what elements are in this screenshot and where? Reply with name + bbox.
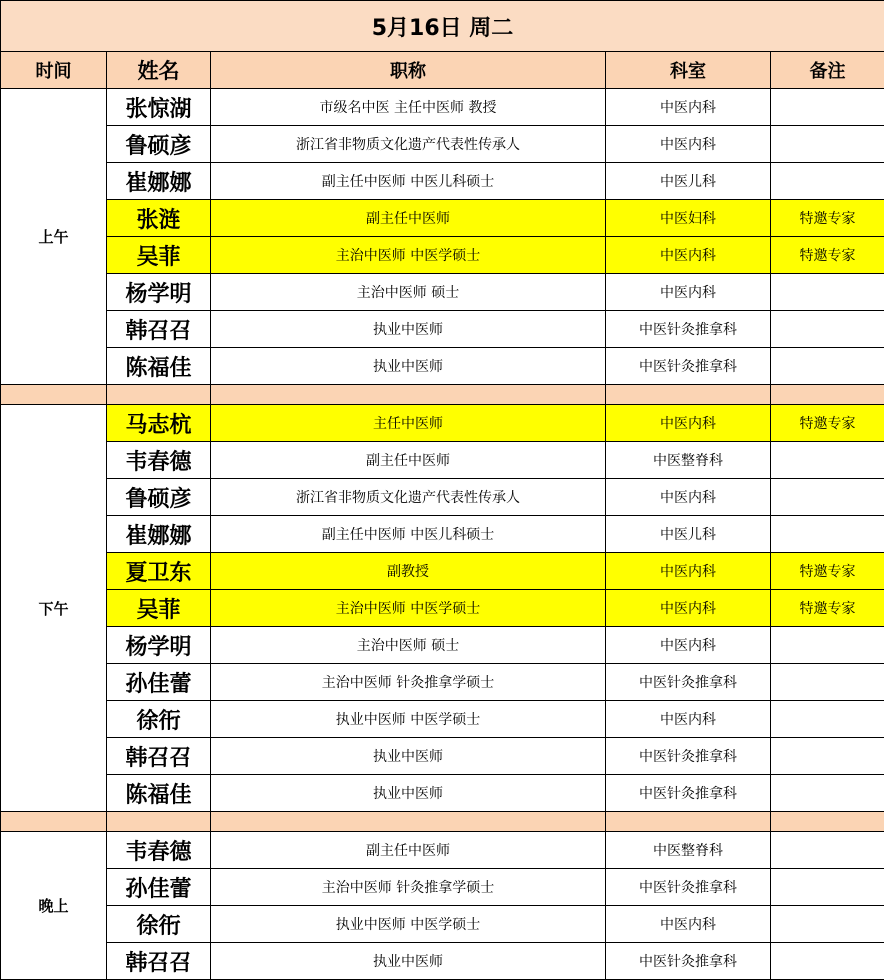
doctor-dept: 中医妇科 xyxy=(606,200,771,237)
table-row xyxy=(1,943,884,980)
header-name: 姓名 xyxy=(107,52,211,89)
doctor-name: 孙佳蕾 xyxy=(107,869,211,906)
doctor-note xyxy=(771,442,884,479)
doctor-note xyxy=(771,89,884,126)
separator-cell xyxy=(211,385,606,405)
doctor-dept: 中医内科 xyxy=(606,590,771,627)
period-separator xyxy=(1,385,884,405)
table-row xyxy=(1,126,884,163)
title-row xyxy=(1,1,884,52)
schedule-body xyxy=(1,1,884,980)
doctor-name: 杨学明 xyxy=(107,274,211,311)
doctor-dept: 中医内科 xyxy=(606,405,771,442)
doctor-note xyxy=(771,832,884,869)
doctor-name: 韩召召 xyxy=(107,311,211,348)
doctor-title: 主治中医师 针灸推拿学硕士 xyxy=(211,664,606,701)
doctor-dept: 中医内科 xyxy=(606,906,771,943)
doctor-dept: 中医内科 xyxy=(606,701,771,738)
table-row xyxy=(1,869,884,906)
doctor-dept: 中医针灸推拿科 xyxy=(606,869,771,906)
doctor-dept: 中医针灸推拿科 xyxy=(606,738,771,775)
doctor-note xyxy=(771,869,884,906)
table-row xyxy=(1,237,884,274)
header-title: 职称 xyxy=(211,52,606,89)
table-row xyxy=(1,590,884,627)
doctor-title: 执业中医师 xyxy=(211,311,606,348)
table-row xyxy=(1,627,884,664)
doctor-dept: 中医内科 xyxy=(606,479,771,516)
doctor-name: 孙佳蕾 xyxy=(107,664,211,701)
doctor-name: 韦春德 xyxy=(107,832,211,869)
doctor-name: 马志杭 xyxy=(107,405,211,442)
doctor-note xyxy=(771,348,884,385)
doctor-name: 杨学明 xyxy=(107,627,211,664)
doctor-dept: 中医儿科 xyxy=(606,163,771,200)
separator-cell xyxy=(771,385,884,405)
doctor-dept: 中医内科 xyxy=(606,553,771,590)
header-row xyxy=(1,52,884,89)
table-row xyxy=(1,701,884,738)
page-title: 5月16日 周二 xyxy=(1,1,884,52)
doctor-name: 韩召召 xyxy=(107,943,211,980)
doctor-note: 特邀专家 xyxy=(771,200,884,237)
table-row xyxy=(1,553,884,590)
table-row xyxy=(1,89,884,126)
doctor-title: 主任中医师 xyxy=(211,405,606,442)
period-label: 上午 xyxy=(1,89,107,385)
separator-cell xyxy=(606,385,771,405)
doctor-title: 副主任中医师 xyxy=(211,442,606,479)
doctor-title: 执业中医师 xyxy=(211,943,606,980)
table-row xyxy=(1,775,884,812)
doctor-note xyxy=(771,274,884,311)
doctor-note xyxy=(771,738,884,775)
doctor-title: 执业中医师 xyxy=(211,738,606,775)
doctor-title: 执业中医师 xyxy=(211,775,606,812)
doctor-title: 副主任中医师 xyxy=(211,832,606,869)
doctor-name: 陈福佳 xyxy=(107,775,211,812)
doctor-title: 执业中医师 中医学硕士 xyxy=(211,906,606,943)
doctor-name: 鲁硕彦 xyxy=(107,479,211,516)
doctor-name: 崔娜娜 xyxy=(107,163,211,200)
table-row xyxy=(1,738,884,775)
table-row xyxy=(1,274,884,311)
doctor-name: 韦春德 xyxy=(107,442,211,479)
doctor-dept: 中医针灸推拿科 xyxy=(606,775,771,812)
period-label: 晚上 xyxy=(1,832,107,980)
doctor-title: 主治中医师 中医学硕士 xyxy=(211,590,606,627)
doctor-name: 吴菲 xyxy=(107,237,211,274)
table-row xyxy=(1,200,884,237)
doctor-note xyxy=(771,126,884,163)
doctor-note xyxy=(771,943,884,980)
doctor-note xyxy=(771,163,884,200)
doctor-title: 副主任中医师 中医儿科硕士 xyxy=(211,163,606,200)
doctor-note xyxy=(771,664,884,701)
table-row xyxy=(1,832,884,869)
doctor-note xyxy=(771,311,884,348)
doctor-dept: 中医内科 xyxy=(606,274,771,311)
doctor-title: 副教授 xyxy=(211,553,606,590)
doctor-name: 崔娜娜 xyxy=(107,516,211,553)
doctor-title: 副主任中医师 中医儿科硕士 xyxy=(211,516,606,553)
header-dept: 科室 xyxy=(606,52,771,89)
header-time: 时间 xyxy=(1,52,107,89)
separator-cell xyxy=(211,812,606,832)
doctor-title: 浙江省非物质文化遗产代表性传承人 xyxy=(211,126,606,163)
doctor-title: 主治中医师 针灸推拿学硕士 xyxy=(211,869,606,906)
doctor-dept: 中医内科 xyxy=(606,89,771,126)
doctor-title: 执业中医师 中医学硕士 xyxy=(211,701,606,738)
doctor-name: 韩召召 xyxy=(107,738,211,775)
separator-cell xyxy=(107,385,211,405)
doctor-name: 夏卫东 xyxy=(107,553,211,590)
table-row xyxy=(1,664,884,701)
table-row xyxy=(1,311,884,348)
separator-cell xyxy=(1,812,107,832)
separator-cell xyxy=(107,812,211,832)
doctor-name: 张涟 xyxy=(107,200,211,237)
doctor-name: 徐衎 xyxy=(107,906,211,943)
doctor-name: 鲁硕彦 xyxy=(107,126,211,163)
doctor-dept: 中医内科 xyxy=(606,126,771,163)
separator-cell xyxy=(771,812,884,832)
doctor-note xyxy=(771,627,884,664)
doctor-note xyxy=(771,906,884,943)
doctor-note xyxy=(771,516,884,553)
doctor-note: 特邀专家 xyxy=(771,405,884,442)
doctor-dept: 中医整脊科 xyxy=(606,442,771,479)
doctor-dept: 中医针灸推拿科 xyxy=(606,348,771,385)
period-label: 下午 xyxy=(1,405,107,812)
table-row xyxy=(1,906,884,943)
doctor-name: 吴菲 xyxy=(107,590,211,627)
doctor-title: 主治中医师 硕士 xyxy=(211,274,606,311)
doctor-note: 特邀专家 xyxy=(771,590,884,627)
table-row xyxy=(1,479,884,516)
doctor-title: 市级名中医 主任中医师 教授 xyxy=(211,89,606,126)
doctor-name: 陈福佳 xyxy=(107,348,211,385)
separator-cell xyxy=(606,812,771,832)
period-separator xyxy=(1,812,884,832)
doctor-dept: 中医针灸推拿科 xyxy=(606,664,771,701)
doctor-note: 特邀专家 xyxy=(771,237,884,274)
table-row xyxy=(1,405,884,442)
doctor-name: 张惊湖 xyxy=(107,89,211,126)
doctor-title: 主治中医师 中医学硕士 xyxy=(211,237,606,274)
separator-cell xyxy=(1,385,107,405)
doctor-dept: 中医针灸推拿科 xyxy=(606,311,771,348)
table-row xyxy=(1,516,884,553)
doctor-note xyxy=(771,701,884,738)
doctor-title: 主治中医师 硕士 xyxy=(211,627,606,664)
doctor-title: 副主任中医师 xyxy=(211,200,606,237)
doctor-dept: 中医内科 xyxy=(606,237,771,274)
table-row xyxy=(1,442,884,479)
doctor-title: 执业中医师 xyxy=(211,348,606,385)
doctor-dept: 中医内科 xyxy=(606,627,771,664)
header-note: 备注 xyxy=(771,52,884,89)
table-row xyxy=(1,348,884,385)
doctor-note xyxy=(771,775,884,812)
table-row xyxy=(1,163,884,200)
doctor-note: 特邀专家 xyxy=(771,553,884,590)
doctor-dept: 中医整脊科 xyxy=(606,832,771,869)
doctor-name: 徐衎 xyxy=(107,701,211,738)
doctor-dept: 中医针灸推拿科 xyxy=(606,943,771,980)
doctor-note xyxy=(771,479,884,516)
doctor-title: 浙江省非物质文化遗产代表性传承人 xyxy=(211,479,606,516)
doctor-dept: 中医儿科 xyxy=(606,516,771,553)
